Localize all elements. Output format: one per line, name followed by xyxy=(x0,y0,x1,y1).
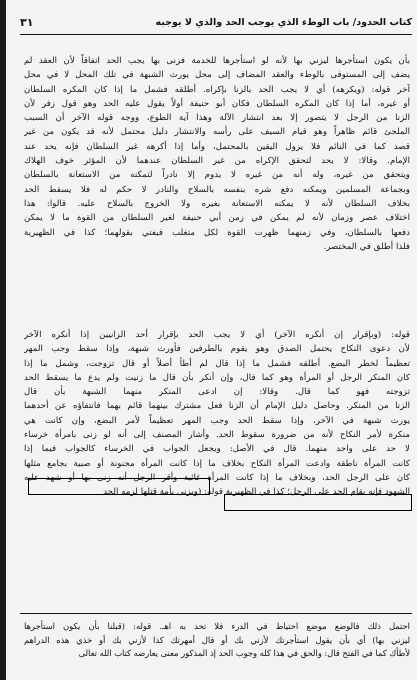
text-line: فلذا أطلق في المختصر. xyxy=(323,241,410,252)
text-line: أو غيره، أما إذا كان المكره السلطان فكان أبو حنيفة أولاً يقول عليه الحد وهو قول زفر لأن xyxy=(24,98,410,109)
text-line: اختلاف عصر وزمان لأنه لم يمكن في زمن أبي حنيفة لغير السلطان من القوة ما لا يمكن xyxy=(24,213,410,224)
text-line: لا حد على واحد منهما. قال في الأصل: ويجعل الجواب في الخرساء كالجواب فيما إذا xyxy=(24,444,410,455)
text-line: كان المنكر الرجل أو المرأة وهو كما قال، وإن أنكر بأن قال ما زنيت ولم يدع ما يسقط الحد xyxy=(24,372,410,383)
footnote-block xyxy=(24,620,410,661)
text-line: يضف إلى المستوفى بالوطء والعقد المضاف إلى محل يورث الشبهة في تلك المحل لا في محل xyxy=(24,70,410,81)
text-line: كان على الرجل الحد، وبخلاف ما إذا كانت المرأة غائبة وأقر الرجل أنه زنى بها أو شهد عليه xyxy=(24,472,410,483)
text-line: قوله: (وبإقرار إن أنكره الآخر) أي لا يجب الحد بإقرار أحد الزانيين إذا أنكره الآخر xyxy=(24,330,410,340)
text-block-ikrah xyxy=(24,54,410,254)
header-title: كتاب الحدود/ باب الوطء الذي يوجب الحد والذي لا يوجبه xyxy=(155,16,412,28)
text-line: قصد كما في النائم فلا يزول اليقين بالمحتمل، وأما إذا أكرهه غير السلطان فإنه يحد عند xyxy=(24,141,410,152)
text-line: الشهود فإنه يقام الحد على الرجل؛ كذا في الظهيرية قوله: (وبزنى بأمة قتلها لزمه الحد xyxy=(103,487,410,498)
running-header xyxy=(20,10,412,34)
text-line: الإمام. وقالا: لا يحد لتحقق الإكراه من غير السلطان عندهما لأن المؤثر خوف الهلاك xyxy=(24,156,410,167)
text-line: الزنا من الرجل لا يتصور إلا بعد انتشار الآلة وهذا آية الطوع، ووجه قوله الآخر أن السبب xyxy=(24,113,410,124)
text-line: ويتحقق من غيره، وله أنه من غيره لا يدوم إلا نادراً لتمكنه من الاستعانة بالسلطان xyxy=(24,170,410,181)
text-line: كانت المرأة ناطقة وادعت المرأة النكاح بخلاف ما إذا كانت المرأة مجنونة أو صبية بجامع مثلها xyxy=(24,458,410,469)
page-number: ٣١ xyxy=(20,15,34,29)
text-line: لأطأك كما في الفتح قال: والحق في هذا كله وجوب الحد إذ المذكور معنى يعارضه كتاب الله تعالى xyxy=(78,648,410,659)
text-line: لأن دعوى النكاح يحتمل الصدق وهو يقوم بالطرفين فأورث شبهة، وإذا سقط وجب المهر xyxy=(24,344,410,355)
text-line: تعظيماً لخطر البضع. أطلقه فشمل ما إذا قال لم أطأ أصلاً أو قال تزوجت، وشمل ما إذا xyxy=(24,358,410,369)
text-line: بخلاف السلطان لأنه لا يمكنه الاستعانة بغيره ولا الخروج بالسلاح عليه. قالوا: هذا xyxy=(24,198,410,209)
text-line: الزنا من المنكر. وحاصل دليل الإمام أن الزنا فعل مشترك بينهما قائم بهما فانتفاؤه عن أحدهما xyxy=(24,401,410,412)
text-line: يورث شبهة في الآخر، وإذا سقط الحد وجب المهر تعظيماً لأمر البضع، وإن كانت هي xyxy=(24,415,410,426)
text-line: بأن يكون استأجرها ليزني بها لأنه لو استأجرها للخدمة فزنى بها يجب الحد اتفاقاً لأن العقد لم xyxy=(24,56,410,66)
text-line: احتمل ذلك فالوضع موضع احتياط في الدرء فلا تحد به اهـ. قوله: (قبلنا بأن يكون استأجرها xyxy=(24,621,410,631)
highlight-box-lower xyxy=(28,478,210,495)
book-page xyxy=(20,10,412,674)
text-line: تزوجته فهو كما قال. وقالا: إن ادعى المنكر منهما الشبهة بأن قال xyxy=(24,387,410,398)
text-line: دفعها بالسلطان، وفي زمنهما ظهرت القوة لكل متغلب فيفتي بقولهما؛ كذا في الظهيرية xyxy=(24,227,410,238)
header-rule xyxy=(20,34,412,35)
text-line: ليزني بها) أي بأن يقول استأجرتك لأزني بك أو قال أمهرتك كذا لأزني بك أو خذي هذه الدراهم xyxy=(24,634,410,645)
text-block-iqrar xyxy=(24,328,410,500)
text-line: آخر قوله: (ويكرهه) أي لا يجب الحد بالزنا بإكراه. أطلقه فشمل ما إذا كان المكره السلطان xyxy=(24,84,410,95)
text-line: الملجئ قائم ظاهراً وهو قيام السيف على رأسه والانتشار دليل محتمل لأنه قد يكون من غير xyxy=(24,127,410,138)
text-line: منكرة لأمر النكاح لأنه من ضرورة سقوط الحد. وأشار المصنف إلى أنه لو زنى بامرأة خرساء xyxy=(24,430,410,441)
text-line: وبجماعة المسلمين ويمكنه دفع شره بنفسه بالسلاح والنادر لا حكم له فلا يسقط الحد xyxy=(24,184,410,195)
highlight-box-upper xyxy=(224,494,412,511)
footnote-rule xyxy=(20,613,412,614)
